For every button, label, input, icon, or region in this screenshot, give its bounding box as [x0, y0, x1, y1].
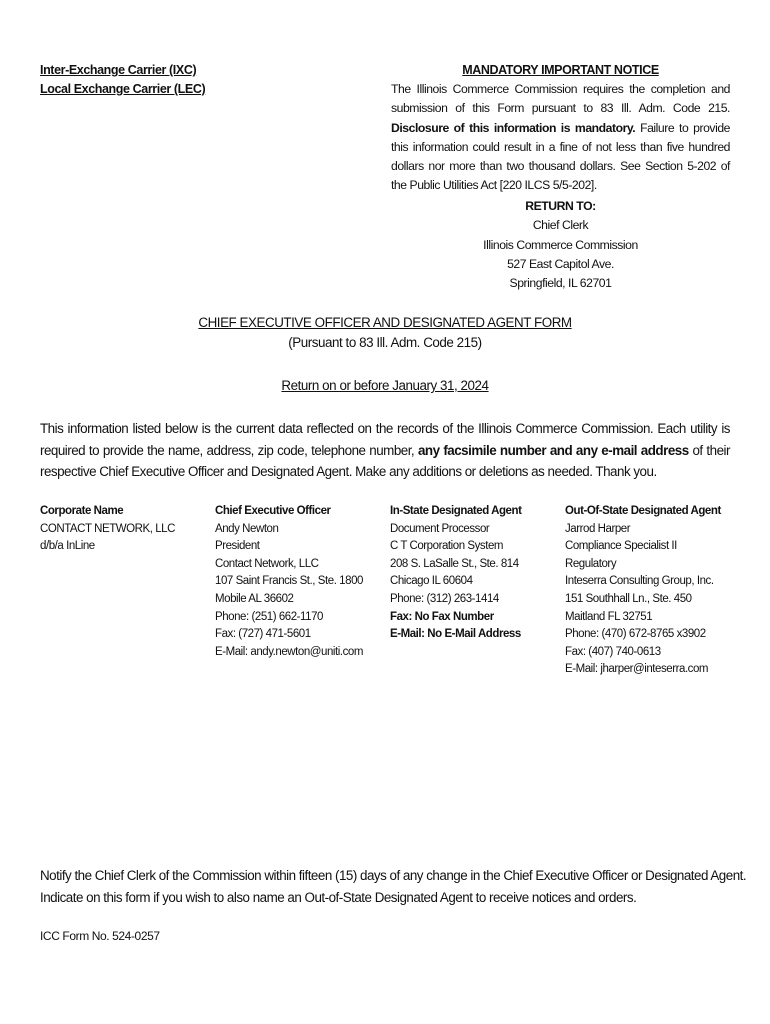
out-of-state-agent-line: Compliance Specialist II	[565, 540, 677, 553]
footer-note-out-of-state: Indicate on this form if you wish to also name an Out-of-State Designated Agent to receive notices and orders.	[40, 889, 637, 905]
return-to-line: Springfield, IL 62701	[509, 276, 612, 291]
return-to-line: Illinois Commerce Commission	[483, 237, 638, 252]
corporate-name-line: CONTACT NETWORK, LLC	[40, 522, 175, 535]
notice-text-1: The Illinois Commerce Commission requires the completion and submission of this Form pursuant to 83 Ill. Adm. Code 215.	[391, 82, 730, 116]
ceo-line: Contact Network, LLC	[215, 557, 319, 570]
ceo-line: Fax: (727) 471-5601	[215, 628, 311, 641]
ceo-line: Andy Newton	[215, 522, 279, 535]
intro-text-2: of their respective Chief Executive Officer and Designated Agent. Make any additions or deletions as needed. Thank you.	[40, 442, 730, 479]
in-state-agent-heading: In-State Designated Agent	[390, 505, 522, 517]
out-of-state-agent-line: E-Mail: jharper@inteserra.com	[565, 663, 709, 676]
out-of-state-agent-line: Jarrod Harper	[565, 522, 631, 535]
out-of-state-agent-line: Fax: (407) 740-0613	[565, 645, 661, 658]
in-state-agent-line: Phone: (312) 263-1414	[390, 592, 499, 605]
out-of-state-agent-line: Inteserra Consulting Group, Inc.	[565, 575, 714, 588]
in-state-agent-line: 208 S. LaSalle St., Ste. 814	[390, 557, 519, 570]
notice-title: MANDATORY IMPORTANT NOTICE	[462, 63, 659, 77]
form-due-date: Return on or before January 31, 2024	[281, 378, 489, 393]
return-to-line: 527 East Capitol Ave.	[507, 256, 614, 271]
return-to-label: RETURN TO:	[525, 199, 596, 213]
corporate-name-column	[40, 503, 175, 556]
out-of-state-agent-line: Regulatory	[565, 557, 617, 570]
notice-body	[391, 80, 730, 196]
footer-notes	[40, 865, 746, 908]
ceo-column	[215, 503, 363, 661]
intro-text-1: This information listed below is the current data reflected on the records of the Illinois Commerce Commission. Each utility is required to provide the name, address, zip code, telephone number,	[40, 421, 730, 458]
ceo-line: E-Mail: andy.newton@uniti.com	[215, 645, 363, 658]
in-state-agent-line: C T Corporation System	[390, 540, 504, 553]
out-of-state-agent-heading: Out-Of-State Designated Agent	[565, 505, 721, 517]
in-state-agent-line: Chicago IL 60604	[390, 575, 473, 588]
ceo-line: Mobile AL 36602	[215, 592, 294, 605]
corporate-name-heading: Corporate Name	[40, 505, 124, 517]
out-of-state-agent-line: 151 Southhall Ln., Ste. 450	[565, 592, 692, 605]
corporate-name-line: d/b/a InLine	[40, 540, 95, 553]
ceo-line: President	[215, 540, 260, 553]
intro-text-bold: any facsimile number and any e-mail address	[417, 442, 689, 458]
form-number: ICC Form No. 524-0257	[40, 929, 160, 943]
footer-note-change: Notify the Chief Clerk of the Commission within fifteen (15) days of any change in the Chief Executive Officer or Designated Agent.	[40, 868, 747, 883]
intro-paragraph	[40, 418, 730, 483]
ceo-heading: Chief Executive Officer	[215, 505, 331, 517]
return-to-line: Chief Clerk	[532, 218, 589, 233]
ceo-line: Phone: (251) 662-1170	[215, 610, 323, 623]
in-state-agent-column	[390, 503, 521, 644]
form-title: CHIEF EXECUTIVE OFFICER AND DESIGNATED AGENT FORM	[198, 315, 572, 330]
carrier-type-ixc: Inter-Exchange Carrier (IXC)	[40, 63, 197, 77]
in-state-agent-fax: Fax: No Fax Number	[390, 610, 494, 623]
out-of-state-agent-line: Phone: (470) 672-8765 x3902	[565, 628, 706, 641]
ceo-line: 107 Saint Francis St., Ste. 1800	[215, 575, 363, 588]
notice-text-2: Failure to provide this information could result in a fine of not less than five hundred dollars nor more than two thousand dollars. See Section 5-202 of the Public Utilities Act [220 ILCS 5/5-202].	[391, 120, 730, 193]
in-state-agent-email: E-Mail: No E-Mail Address	[390, 628, 521, 641]
out-of-state-agent-line: Maitland FL 32751	[565, 610, 653, 623]
carrier-type-lec: Local Exchange Carrier (LEC)	[40, 82, 206, 96]
form-subtitle: (Pursuant to 83 Ill. Adm. Code 215)	[288, 335, 482, 350]
in-state-agent-line: Document Processor	[390, 522, 490, 535]
return-to-address	[391, 197, 730, 293]
out-of-state-agent-column	[565, 503, 721, 679]
notice-text-bold: Disclosure of this information is mandatory.	[391, 120, 636, 135]
